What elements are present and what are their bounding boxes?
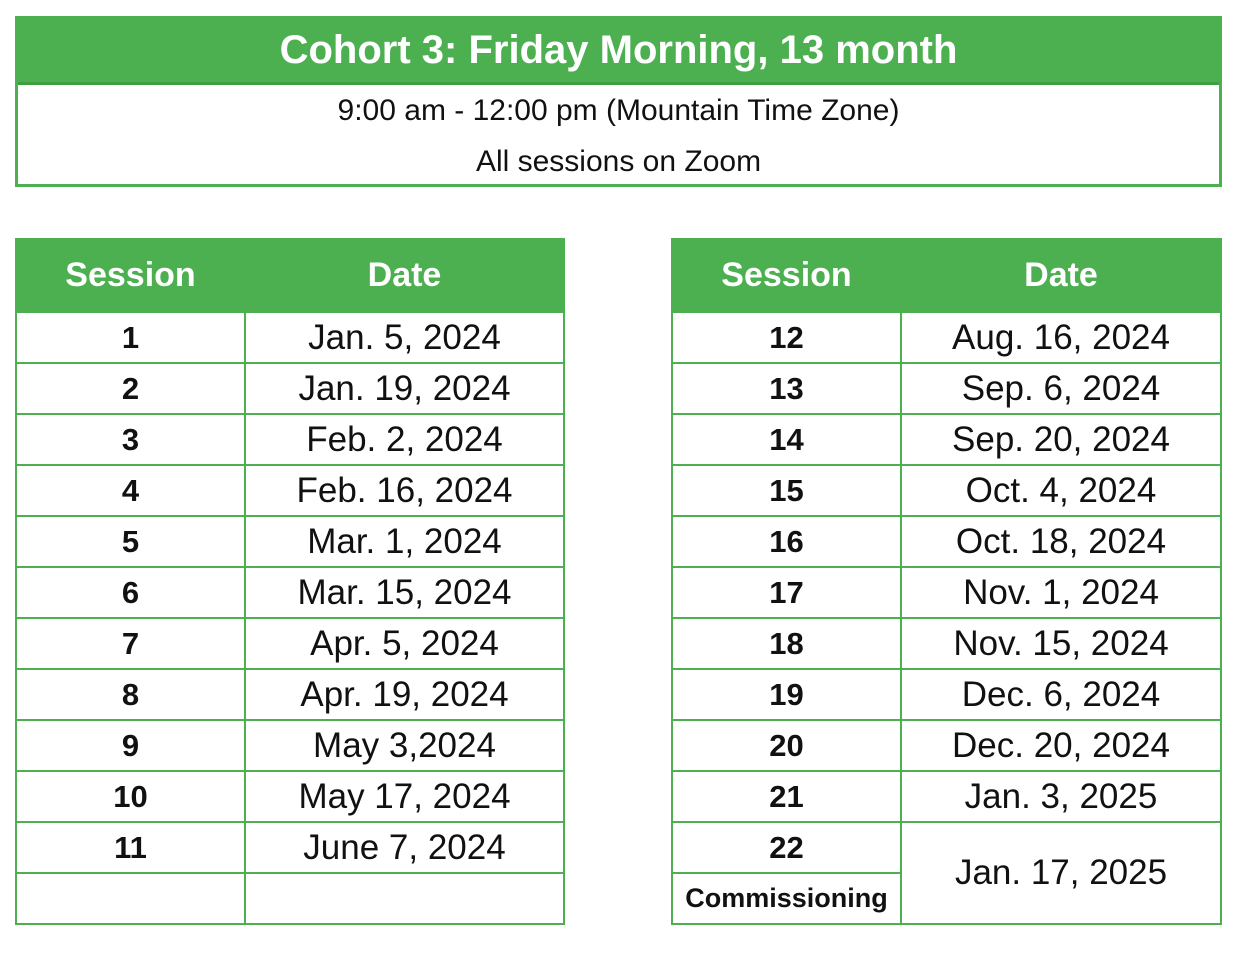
session-number: 1: [16, 312, 245, 363]
session-number: 11: [16, 822, 245, 873]
table-row: [672, 567, 1221, 618]
session-number: 13: [672, 363, 901, 414]
table-row: [16, 465, 564, 516]
session-date: Jan. 17, 2025: [901, 822, 1221, 924]
table-row-empty: [16, 873, 564, 924]
session-number: 21: [672, 771, 901, 822]
session-number: 6: [16, 567, 245, 618]
session-number: 10: [16, 771, 245, 822]
schedule-table-left: [15, 238, 565, 925]
table-row: [672, 771, 1221, 822]
schedule-table-right: [671, 238, 1222, 925]
session-number: 14: [672, 414, 901, 465]
session-date: Nov. 15, 2024: [901, 618, 1221, 669]
session-date: Nov. 1, 2024: [901, 567, 1221, 618]
table-row: [672, 669, 1221, 720]
session-date: Jan. 3, 2025: [901, 771, 1221, 822]
date-column-header: Date: [245, 239, 564, 312]
table-row: [16, 312, 564, 363]
session-date: [245, 873, 564, 924]
session-date: Aug. 16, 2024: [901, 312, 1221, 363]
session-number: 12: [672, 312, 901, 363]
session-number: 18: [672, 618, 901, 669]
session-number: 4: [16, 465, 245, 516]
session-date: Feb. 2, 2024: [245, 414, 564, 465]
table-row: [16, 669, 564, 720]
session-date: May 17, 2024: [245, 771, 564, 822]
table-row: [672, 465, 1221, 516]
session-date: Oct. 18, 2024: [901, 516, 1221, 567]
table-header-row: [672, 239, 1221, 312]
table-row: [16, 363, 564, 414]
table-row: [16, 567, 564, 618]
table-row: [16, 516, 564, 567]
session-number: 7: [16, 618, 245, 669]
session-location: All sessions on Zoom: [475, 145, 762, 178]
session-column-header: Session: [672, 239, 901, 312]
session-date: Feb. 16, 2024: [245, 465, 564, 516]
cohort-title: Cohort 3: Friday Morning, 13 month: [18, 19, 1219, 85]
table-row: [672, 822, 1221, 873]
table-row: [672, 312, 1221, 363]
date-column-header: Date: [901, 239, 1221, 312]
session-column-header: Session: [16, 239, 245, 312]
session-number: 22: [672, 822, 901, 873]
session-date: Oct. 4, 2024: [901, 465, 1221, 516]
session-number: 9: [16, 720, 245, 771]
table-row: [16, 822, 564, 873]
session-number: 2: [16, 363, 245, 414]
table-row: [672, 618, 1221, 669]
session-date: Jan. 19, 2024: [245, 363, 564, 414]
session-date: Jan. 5, 2024: [245, 312, 564, 363]
session-number: 20: [672, 720, 901, 771]
table-row: [672, 720, 1221, 771]
session-date: June 7, 2024: [245, 822, 564, 873]
cohort-header: [15, 16, 1222, 187]
session-date: Mar. 1, 2024: [245, 516, 564, 567]
session-number: 15: [672, 465, 901, 516]
table-row: [16, 414, 564, 465]
session-number: 19: [672, 669, 901, 720]
session-date: Sep. 20, 2024: [901, 414, 1221, 465]
session-date: Apr. 19, 2024: [245, 669, 564, 720]
table-row: [16, 771, 564, 822]
session-number: 3: [16, 414, 245, 465]
session-date: Sep. 6, 2024: [901, 363, 1221, 414]
session-number: 8: [16, 669, 245, 720]
table-row: [672, 363, 1221, 414]
session-number: [16, 873, 245, 924]
table-header-row: [16, 239, 564, 312]
session-number: 5: [16, 516, 245, 567]
session-date: Apr. 5, 2024: [245, 618, 564, 669]
table-row: [672, 414, 1221, 465]
session-label-commissioning: Commissioning: [672, 873, 901, 924]
session-time: 9:00 am - 12:00 pm (Mountain Time Zone): [337, 94, 900, 127]
table-row: [16, 618, 564, 669]
session-date: May 3,2024: [245, 720, 564, 771]
table-row: [16, 720, 564, 771]
session-date: Dec. 6, 2024: [901, 669, 1221, 720]
session-number: 16: [672, 516, 901, 567]
session-date: Dec. 20, 2024: [901, 720, 1221, 771]
session-date: Mar. 15, 2024: [245, 567, 564, 618]
session-number: 17: [672, 567, 901, 618]
table-row: [672, 516, 1221, 567]
